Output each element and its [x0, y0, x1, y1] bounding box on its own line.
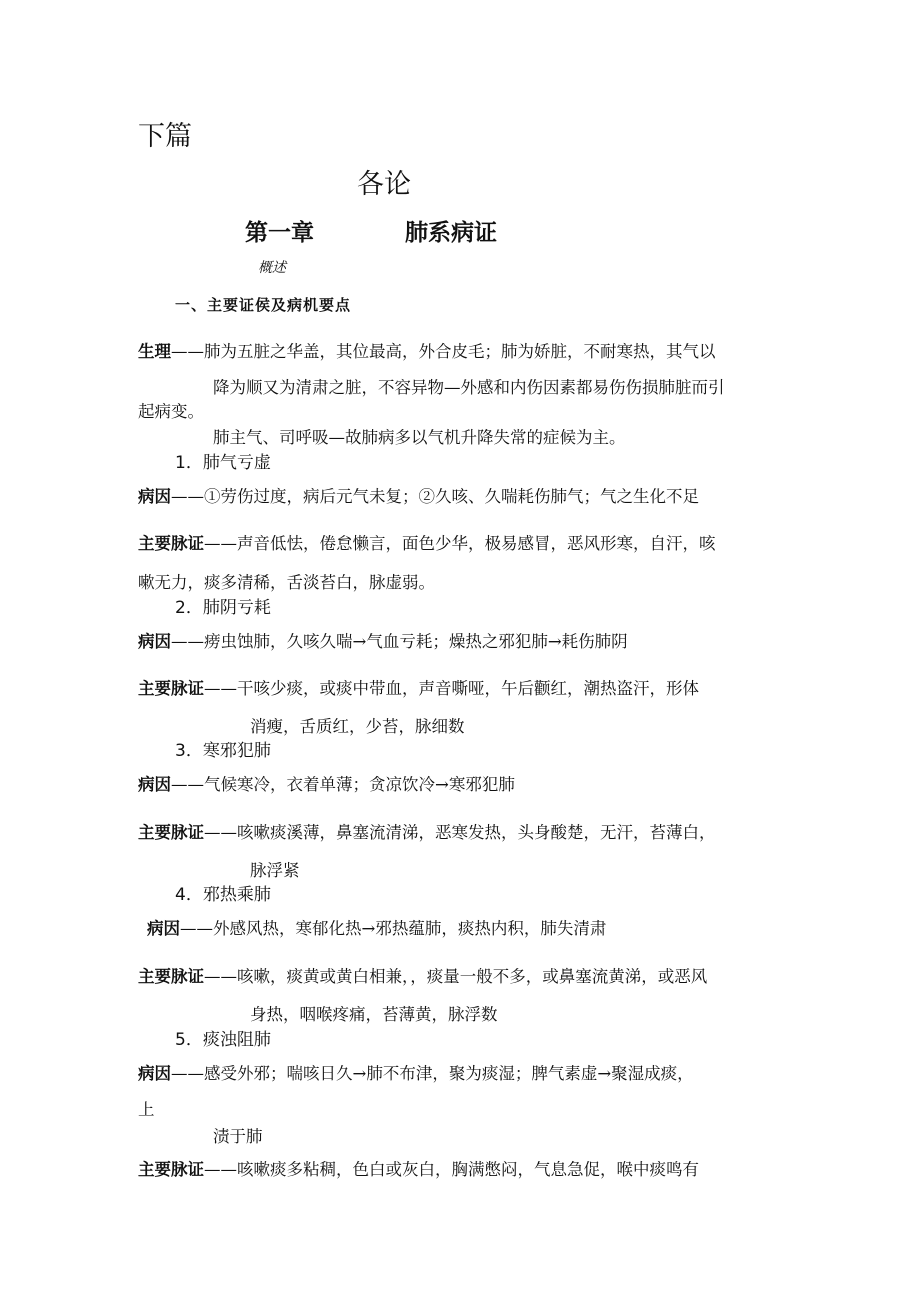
item-4-cause-text: ——外感风热，寒郁化热→邪热蕴肺，痰热内积，肺失清肃	[180, 919, 607, 938]
item-5-symptoms	[138, 1159, 699, 1181]
item-5-sym-text-1: ——咳嗽痰多粘稠，色白或灰白，胸满憋闷，气息急促，喉中痰鸣有	[204, 1160, 699, 1179]
item-3-cause	[138, 774, 515, 796]
physiology-line-1	[138, 341, 716, 363]
item-1-cause	[138, 486, 699, 508]
item-4-sym-label: 主要脉证	[138, 967, 204, 986]
item-1-sym-text-1: ——声音低怯，倦怠懒言，面色少华，极易感冒，恶风形寒，自汗，咳	[204, 534, 716, 553]
physiology-text-1: ——肺为五脏之华盖，其位最高，外合皮毛；肺为娇脏，不耐寒热，其气以	[171, 342, 716, 361]
part-title: 下篇	[138, 121, 192, 152]
item-5-title: 5．痰浊阻肺	[175, 1030, 271, 1050]
item-5-cause	[138, 1063, 694, 1085]
heading-main-syndromes: 一、主要证侯及病机要点	[175, 296, 352, 314]
item-4-title: 4．邪热乘肺	[175, 885, 271, 905]
item-5-cause-label: 病因	[138, 1064, 171, 1083]
physiology-line-3: 起病变。	[138, 402, 204, 421]
item-5-cause-text-3: 渍于肺	[213, 1127, 263, 1146]
item-3-sym-text-1: ——咳嗽痰溪薄，鼻塞流清涕，恶寒发热，头身酸楚，无汗，苔薄白，	[204, 823, 716, 842]
item-2-sym-text-1: ——干咳少痰，或痰中带血，声音嘶哑，午后颧红，潮热盗汗，形体	[204, 679, 699, 698]
item-4-sym-text-1: ——咳嗽，痰黄或黄白相兼，，痰量一般不多，或鼻塞流黄涕，或恶风	[204, 967, 708, 986]
item-3-cause-label: 病因	[138, 775, 171, 794]
item-4-cause	[147, 918, 606, 940]
chapter-name: 肺系病证	[405, 220, 497, 246]
item-2-sym-text-2: 消瘦，舌质红，少苔，脉细数	[250, 717, 465, 736]
item-4-sym-text-2: 身热，咽喉疼痛，苔薄黄，脉浮数	[250, 1005, 498, 1024]
item-2-symptoms	[138, 678, 699, 700]
item-3-symptoms	[138, 822, 716, 844]
item-1-symptoms	[138, 533, 716, 555]
section-title: 各论	[357, 169, 411, 200]
item-3-sym-label: 主要脉证	[138, 823, 204, 842]
physiology-line-2: 降为顺又为清肃之脏，不容异物—外感和内伤因素都易伤伤损肺脏而引	[213, 378, 725, 397]
item-2-title: 2．肺阴亏耗	[175, 598, 271, 618]
item-3-title: 3．寒邪犯肺	[175, 741, 271, 761]
item-1-sym-text-2: 嗽无力，痰多清稀，舌淡苔白，脉虚弱。	[138, 573, 435, 592]
item-5-cause-text: ——感受外邪；喘咳日久→肺不布津，聚为痰湿；脾气素虚→聚湿成痰，	[171, 1064, 694, 1083]
physiology-line-4: 肺主气、司呼吸—故肺病多以气机升降失常的症候为主。	[213, 428, 626, 447]
item-5-sym-label: 主要脉证	[138, 1160, 204, 1179]
overview-label: 概述	[258, 260, 286, 276]
item-1-sym-label: 主要脉证	[138, 534, 204, 553]
item-2-cause-text: ——痨虫蚀肺，久咳久喘→气血亏耗；燥热之邪犯肺→耗伤肺阴	[171, 632, 628, 651]
item-1-title: 1．肺气亏虚	[175, 453, 271, 473]
item-5-cause-text-2: 上	[138, 1100, 155, 1119]
item-2-cause-label: 病因	[138, 632, 171, 651]
item-3-sym-text-2: 脉浮紧	[250, 861, 300, 880]
item-1-cause-label: 病因	[138, 487, 171, 506]
item-4-cause-label: 病因	[147, 919, 180, 938]
item-4-symptoms	[138, 966, 707, 988]
item-2-cause	[138, 631, 628, 653]
chapter-number: 第一章	[245, 220, 314, 246]
item-1-cause-text: ——①劳伤过度，病后元气未复；②久咳、久喘耗伤肺气；气之生化不足	[171, 487, 699, 506]
item-2-sym-label: 主要脉证	[138, 679, 204, 698]
physiology-label: 生理	[138, 342, 171, 361]
item-3-cause-text: ——气候寒冷，衣着单薄；贪凉饮冷→寒邪犯肺	[171, 775, 515, 794]
